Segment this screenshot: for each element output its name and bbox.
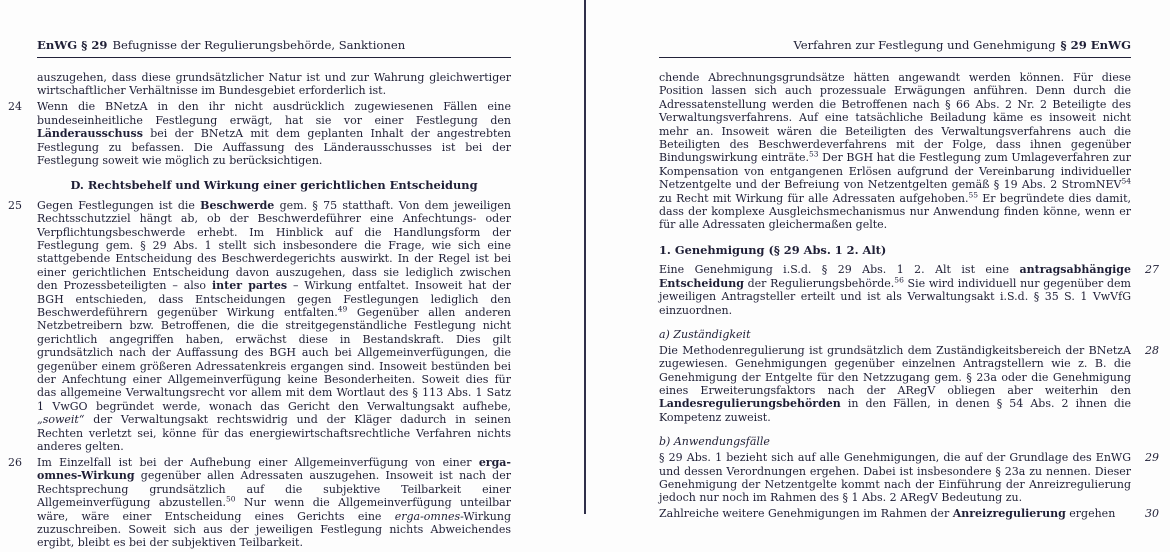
text-segment: zu Recht mit Wirkung für alle Adressaten aufgehoben. xyxy=(659,191,969,205)
footnote-ref: 55 xyxy=(968,190,979,199)
paragraph xyxy=(659,263,1159,317)
text-segment: Landesregulierungsbehörden xyxy=(659,397,841,411)
page-left xyxy=(8,0,511,552)
footnote-ref: 50 xyxy=(226,494,236,504)
text-segment: Die Methodenregulierung ist grundsätzlich dem Zuständigkeitsbereich der BNetzA zugewiesen. Genehmigungen gegenüber einzelnen Antragstellern wie z. B. die Genehmigung der Entgelte für den Netzzugang gem. § 23a oder die Genehmigung eines Erweiterungsfaktors nach der ARegV obliegen aber weiterhin den xyxy=(659,343,1131,398)
text-segment: – Wirkung entfaltet. Insoweit hat der BGH entschieden, dass Entscheidungen gegen Festlegungen lediglich den Beschwerdeführern gegenüber Wirkung entfalten. xyxy=(37,279,511,319)
paragraph-ref-right: § 29 EnWG xyxy=(1060,38,1131,52)
text-segment: gegenüber allen Adressaten auszugehen. Insoweit ist nach der Rechtsprechung grundsätzlich auf die subjektive Teilbarkeit einer Allgemeinverfügung abzustellen. xyxy=(37,469,511,510)
margin-number: 30 xyxy=(1145,507,1159,521)
margin-number: 26 xyxy=(8,455,22,469)
paragraph xyxy=(659,343,1159,424)
text-segment: bei der BNetzA mit dem geplanten Inhalt der angestrebten Festlegung zu befassen. Die Auffassung des Länderausschusses ist bei der Festlegung soweit wie möglich zu berücksichtigen. xyxy=(37,127,511,167)
paragraph xyxy=(659,71,1131,232)
sub-heading: b) Anwendungsfälle xyxy=(659,435,770,449)
text-segment: der Regulierungsbehörde. xyxy=(743,276,895,290)
paragraph xyxy=(8,100,511,167)
page-right xyxy=(659,0,1159,523)
footnote-ref: 54 xyxy=(1121,176,1131,186)
running-head-left xyxy=(37,38,511,58)
text-segment: Der BGH hat die Festlegung zum Umlageverfahren zur Kompensation von entgangenen Erlösen aufgrund der Vereinbarung individueller Netzentgelte und der Befreiung von Netzentgelten gemäß § 19 Abs. 2 StromNEV xyxy=(659,151,1131,192)
margin-number: 27 xyxy=(1145,263,1159,277)
paragraph xyxy=(8,455,511,550)
page-left-body xyxy=(8,71,511,550)
text-segment: Gegen Festlegungen ist die xyxy=(37,198,201,212)
page-gutter-divider xyxy=(584,0,586,514)
page-right-body xyxy=(659,71,1159,521)
margin-number: 24 xyxy=(8,100,22,114)
text-segment: Im Einzelfall ist bei der Aufhebung einer Allgemeinverfügung von einer xyxy=(37,455,479,469)
text-segment: Er begründete dies damit, dass der komplexe Ausgleichsmechanismus nur Anwendung finden könne, wenn er für alle Adressaten gleichermaßen gelte. xyxy=(659,191,1131,232)
margin-number: 25 xyxy=(8,198,22,212)
text-segment: Wenn die BNetzA in den ihr nicht ausdrücklich zugewiesenen Fällen eine bundeseinheitliche Festlegung erwägt, hat sie vor einer Festlegung den xyxy=(37,100,511,127)
section-heading: D. Rechtsbehelf und Wirkung einer gerichtlichen Entscheidung xyxy=(70,178,478,193)
text-segment: der Verwaltungsakt rechtswidrig und der Kläger dadurch in seinen Rechten verletzt sei, könne für das energiewirtschaftsrechtliche Verfahren nichts anderes gelten. xyxy=(37,413,511,454)
text-segment: -Wirkung zuzuschreiben. Soweit sich aus der jeweiligen Festlegung nichts Abweichendes ergibt, bleibt es bei der subjektiven Teilbarkeit. xyxy=(37,509,511,550)
text-segment: erga-omnes-Wirkung xyxy=(37,455,511,483)
text-segment: Gegenüber allen anderen Netzbetreibern bzw. Betroffenen, die die streitgegenständliche Festlegung nicht gerichtlich angegriffen haben, erwächst diese in Bestandskraft. Dies gilt grundsätzlich nach der Auffassung des BGH auch bei Allgemeinverfügungen, die gegenüber einem größeren Adressatenkreis ergangen sind. Insoweit bestünden bei der Anfechtung einer Allgemeinverfügung keine Besonderheiten. Soweit dies für das allgemeine Verwaltungsrecht vor allem mit dem Wortlaut des § 113 Abs. 1 Satz 1 VwGO begründet werde, wonach das Gericht den Verwaltungsakt aufhebe, xyxy=(37,306,511,413)
margin-number: 28 xyxy=(1145,343,1159,357)
paragraph xyxy=(659,451,1159,505)
chapter-title-right: Verfahren zur Festlegung und Genehmigung xyxy=(793,38,1056,52)
text-segment: § 29 Abs. 1 bezieht sich auf alle Genehmigungen, die auf der Grundlage des EnWG und dessen Verordnungen ergehen. Dabei ist insbesondere § 23a zu nennen. Dieser Genehmigung der Netzentgelte kommt nach der Einführung der Anreizregulierung jedoch nur noch im Rahmen des § 1 Abs. 2 ARegV Bedeutung zu. xyxy=(659,451,1131,505)
text-segment: Beschwerde xyxy=(200,198,275,212)
text-segment: Länderausschuss xyxy=(37,127,143,141)
footnote-ref: 53 xyxy=(809,149,819,159)
text-segment: Nur wenn die Allgemeinverfügung unteilbar wäre, wäre einer Entscheidung eines Gerichts eine xyxy=(37,496,511,523)
section-heading: 1. Genehmigung (§ 29 Abs. 1 2. Alt) xyxy=(659,242,887,257)
text-segment: antragsabhängige Entscheidung xyxy=(659,263,1131,290)
running-head-right xyxy=(659,38,1131,58)
chapter-title-left: Befugnisse der Regulierungsbehörde, Sanktionen xyxy=(112,38,406,52)
text-segment: Eine Genehmigung i.S.d. § 29 Abs. 1 2. Alt ist eine xyxy=(659,263,1020,277)
margin-number: 29 xyxy=(1145,451,1159,465)
paragraph-ref-left: EnWG § 29 xyxy=(37,38,108,52)
paragraph xyxy=(37,71,511,98)
text-segment: erga-omnes xyxy=(394,509,461,523)
text-segment: auszugehen, dass diese grundsätzlicher Natur ist und zur Wahrung gleichwertiger wirtschaftlicher Verhältnisse im Bundesgebiet erforderlich ist. xyxy=(37,71,511,98)
text-segment: Zahlreiche weitere Genehmigungen im Rahmen der xyxy=(659,507,953,521)
text-segment: chende Abrechnungsgrundsätze hätten angewandt werden können. Für diese Position lassen sich auch prozessuale Erwägungen anführen. Denn durch die Adressatenstellung werden die Betroffenen nach § 66 Abs. 2 Nr. 2 Beteiligte des Verwaltungsverfahrens. Auf eine tatsächliche Beiladung käme es insoweit nicht mehr an. Insoweit wären die Beteiligten des Verwaltungsverfahrens auch die Beteiligten des Beschwerdeverfahrens mit der Folge, dass ihnen gegenüber Bindungswirkung einträte. xyxy=(659,71,1131,165)
footnote-ref: 56 xyxy=(894,275,904,285)
sub-heading: a) Zuständigkeit xyxy=(659,327,751,341)
text-segment: gem. § 75 statthaft. Von dem jeweiligen Rechtsschutzziel hängt ab, ob der Beschwerdeführer eine Anfechtungs- oder Verpflichtungsbeschwerde erhebt. Im Hinblick auf die Handlungsform der Festlegung gem. § 29 Abs. 1 stellt sich insbesondere die Frage, wie sich eine stattgebende Entscheidung des Beschwerdegerichts auswirkt. In der Regel ist bei einer gerichtlichen Entscheidung davon auszugehen, dass sie lediglich zwischen den Prozessbeteiligten – also xyxy=(37,198,511,293)
text-segment: in den Fällen, in denen § 54 Abs. 2 ihnen die Kompetenz zuweist. xyxy=(659,397,1131,424)
text-segment: Anreizregulierung xyxy=(952,507,1066,521)
text-segment: Sie wird individuell nur gegenüber dem jeweiligen Antragsteller erteilt und ist als Verwaltungsakt i.S.d. § 35 S. 1 VwVfG einzuordnen. xyxy=(659,276,1131,317)
text-segment: ergehen xyxy=(1065,507,1116,521)
footnote-ref: 49 xyxy=(337,304,348,314)
paragraph xyxy=(8,198,511,454)
text-segment: „soweit“ xyxy=(37,413,85,427)
text-segment: inter partes xyxy=(211,279,288,293)
